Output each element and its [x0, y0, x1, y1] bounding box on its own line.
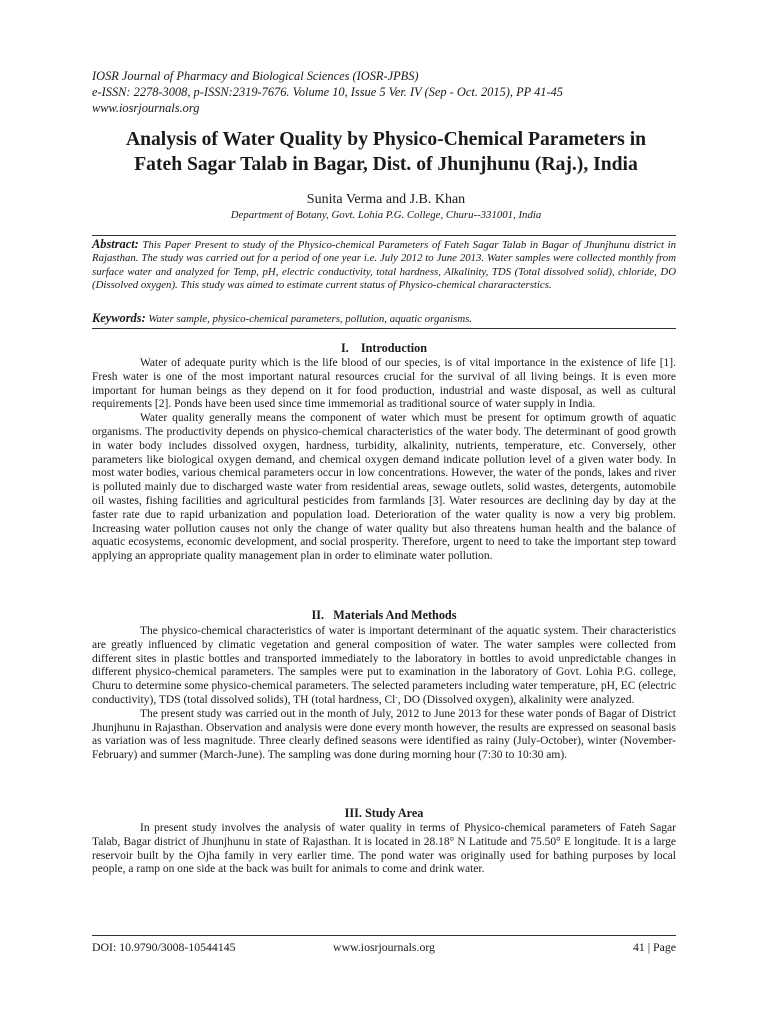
methods-body — [92, 625, 676, 763]
abstract-text: This Paper Present to study of the Physico-chemical Parameters of Fateh Sagar Talab in Bagar of Jhunjhunu district in Rajasthan. The study was carried out for a period of one year i.e. July 2012 to June 2013. Water samples were collected monthly from surface water and analyzed for Temp, pH, electric conductivity, total hardness, Alkalinity, TDS (Total dissolved solid), chloride, DO (Dissolved oxygen). This study was aimed to estimate current status of Physico-chemical chararacterstics. — [92, 239, 676, 291]
keywords-label: Keywords: — [92, 311, 146, 325]
introduction-paragraph-1: Water of adequate purity which is the life blood of our species, is of vital importance in the existence of life [1]. Fresh water is one of the most important natural resources crucial for the survival of all living beings. It is even more important for human beings as they depend on it for food production, industrial and waste disposal, as well as cultural requirements [2]. Ponds have been used since time immemorial as traditional source of water supply in India. — [92, 357, 676, 411]
abstract — [92, 238, 676, 292]
keywords-text: Water sample, physico-chemical parameters, pollution, aquatic organisms. — [148, 313, 473, 325]
introduction-body — [92, 357, 676, 564]
footer-page-number: 41 | Page — [633, 940, 676, 954]
methods-paragraph-1 — [92, 625, 676, 708]
issn-line: e-ISSN: 2278-3008, p-ISSN:2319-7676. Volume 10, Issue 5 Ver. IV (Sep - Oct. 2015), PP 41-45 — [92, 85, 563, 99]
title-line-2: Fateh Sagar Talab in Bagar, Dist. of Jhunjhunu (Raj.), India — [134, 154, 638, 175]
footer-doi: DOI: 10.9790/3008-10544145 — [92, 940, 236, 954]
footer-rule — [92, 935, 676, 936]
title-line-1: Analysis of Water Quality by Physico-Chemical Parameters in — [125, 129, 647, 150]
page-footer — [92, 939, 676, 955]
journal-name: IOSR Journal of Pharmacy and Biological Sciences (IOSR-JPBS) — [92, 69, 419, 83]
authors: Sunita Verma and J.B. Khan — [306, 192, 466, 207]
methods-p1-text-a: The physico-chemical characteristics of water is important determinant of the aquatic system. Their characteristics are greatly influenced by climatic vegetation and general composition of water. The water samples were collected from different sites in plastic bottles and transported immediately to the laboratory in bottles to avoid unpredictable changes in different physico-chemical parameters. The samples were put to examination in the laboratory of Govt. Lohia P.G. college, Churu to determine some physico-chemical parameters. The selected parameters including water temperature, pH, EC (electric conductivity), TDS (total dissolved solids), TH (total hardness, Cl — [92, 625, 676, 706]
section-heading-methods: II. Materials And Methods — [311, 608, 457, 622]
abstract-bottom-rule — [92, 328, 676, 329]
journal-header — [92, 68, 692, 116]
introduction-paragraph-2: Water quality generally means the component of water which must be present for optimum growth of aquatic organisms. The productivity depends on physico-chemical characteristics of the water body. The determinant of good growth in water body includes dissolved oxygen, hardness, turbidity, alkalinity, nutrients, temperature, etc. Conversely, other parameters like biological oxygen demand, and chemical oxygen demand indicate pollution level of a given water body. In most water bodies, various chemical parameters occur in low concentrations. However, the water of the ponds, lakes and river is polluted mainly due to discharged waste water from residential areas, sewage outlets, solid wastes, detergents, automobile oil wastes, fishing facilities and agricultural pesticides from farmlands [3]. Water resources are declining day by day at the faster rate due to rapid urbanization and population load. Deterioration of the water quality is now a very big problem. Increasing water pollution causes not only the change of water quality but also threatens human health and the balance of aquatic ecosystems, economic development, and social prosperity. Therefore, urgent to need to take the important step toward applying an appropriate quality management plan in order to eliminate water pollution. — [92, 412, 676, 563]
study-area-body — [92, 822, 676, 877]
footer-website: www.iosrjournals.org — [333, 940, 435, 954]
section-heading-study-area: III. Study Area — [344, 806, 424, 820]
methods-p1-text-b: , DO (Dissolved oxygen), alkalinity were analyzed. — [397, 693, 635, 706]
methods-paragraph-2: The present study was carried out in the month of July, 2012 to June 2013 for these water ponds of Bagar of District Jhunjhunu in Rajasthan. Observation and analysis were done every month however, the results are expressed on seasonal basis as variation was of less magnitude. Three clearly defined seasons were identified as rainy (July-October), winter (November- February) and summer (March-June). The sampling was done during morning hour (7:30 to 10:30 am). — [92, 707, 676, 762]
section-heading-introduction: I. Introduction — [340, 341, 428, 355]
affiliation: Department of Botany, Govt. Lohia P.G. College, Churu--331001, India — [230, 209, 542, 221]
abstract-label: Abstract: — [92, 237, 139, 251]
keywords — [92, 311, 676, 326]
study-area-paragraph-1: In present study involves the analysis of water quality in terms of Physico-chemical parameters of Fateh Sagar Talab, Bagar district of Jhunjhunu in state of Rajasthan. It is located in 28.18° N Latitude and 75.50° E longitude. It is a large reservoir built by the Ojha family in very earlier time. The pond water was originally used for bathing purposes by local people, a ramp on one side at the back was built for animals to come and drink water. — [92, 822, 676, 876]
paper-title — [80, 127, 692, 177]
journal-website: www.iosrjournals.org — [92, 101, 200, 115]
chloride-superscript: - — [395, 692, 398, 701]
abstract-top-rule — [92, 235, 676, 236]
